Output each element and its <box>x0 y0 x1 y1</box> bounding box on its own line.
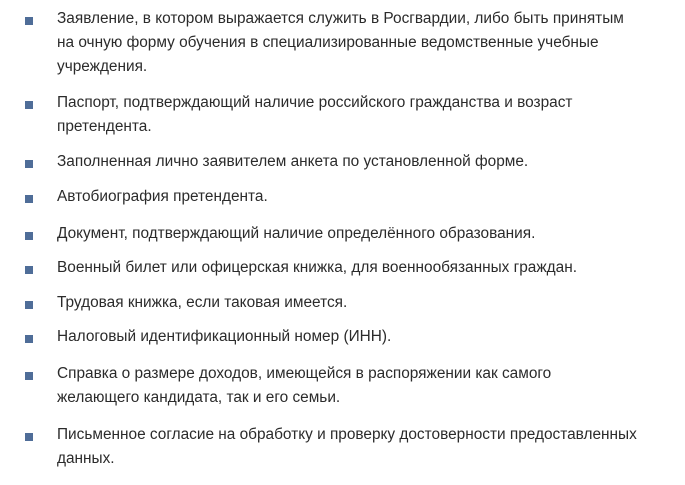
list-item-text <box>57 291 679 315</box>
list-item-line: Военный билет или офицерская книжка, для военнообязанных граждан. <box>57 259 577 276</box>
list-item-text <box>57 256 679 280</box>
square-bullet-icon <box>25 232 33 240</box>
list-item-text <box>57 222 679 246</box>
list-item-line: Заявление, в котором выражается служить в Росгвардии, либо быть принятым <box>57 10 624 27</box>
list-item-text <box>57 91 679 139</box>
square-bullet-icon <box>25 17 33 25</box>
list-item-line: Документ, подтверждающий наличие определённого образования. <box>57 225 536 242</box>
square-bullet-icon <box>25 195 33 203</box>
list-item-text <box>57 7 679 79</box>
list-item-text <box>57 150 679 174</box>
square-bullet-icon <box>25 266 33 274</box>
list-item-line: Трудовая книжка, если таковая имеется. <box>57 294 348 311</box>
list-item-text <box>57 185 679 209</box>
square-bullet-icon <box>25 335 33 343</box>
list-item-line: Заполненная лично заявителем анкета по установленной форме. <box>57 153 529 170</box>
list-item-text <box>57 362 679 410</box>
list-item-text <box>57 423 679 471</box>
square-bullet-icon <box>25 160 33 168</box>
list-item-text <box>57 325 679 349</box>
list-item-line: Автобиография претендента. <box>57 188 268 205</box>
list-item-line: претендента. <box>57 118 152 135</box>
square-bullet-icon <box>25 433 33 441</box>
square-bullet-icon <box>25 301 33 309</box>
square-bullet-icon <box>25 101 33 109</box>
list-item-line: учреждения. <box>57 58 148 75</box>
list-item-line: Паспорт, подтверждающий наличие российского гражданства и возраст <box>57 94 573 111</box>
square-bullet-icon <box>25 372 33 380</box>
list-item-line: на очную форму обучения в специализированные ведомственные учебные <box>57 34 599 51</box>
list-item-line: данных. <box>57 450 115 467</box>
list-item-line: Налоговый идентификационный номер (ИНН). <box>57 328 392 345</box>
list-item-line: Справка о размере доходов, имеющейся в распоряжении как самого <box>57 365 552 382</box>
list-item-line: желающего кандидата, так и его семьи. <box>57 389 341 406</box>
list-item-line: Письменное согласие на обработку и проверку достоверности предоставленных <box>57 426 637 443</box>
